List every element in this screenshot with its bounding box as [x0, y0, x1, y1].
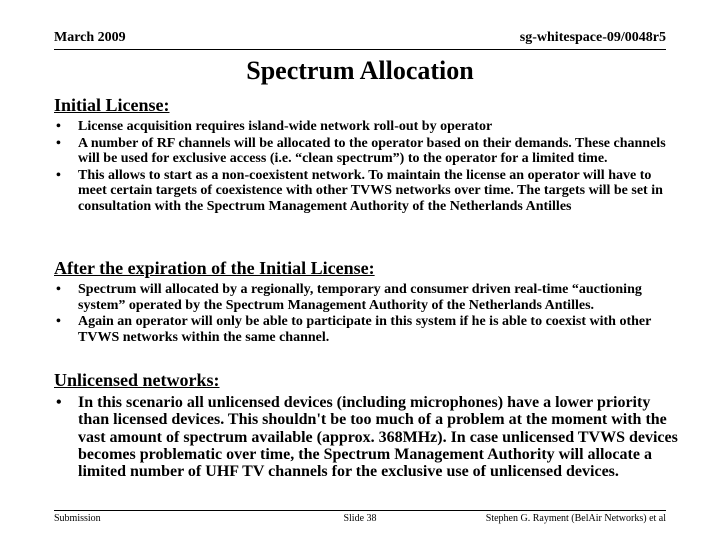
section-initial-license: [54, 95, 680, 215]
section-heading: After the expiration of the Initial License:: [54, 258, 375, 278]
bullet-dot-icon: •: [56, 394, 62, 411]
bullet-item: [54, 394, 680, 480]
section-heading: Initial License:: [54, 95, 170, 115]
header-date: March 2009: [54, 30, 126, 45]
bullet-text: Again an operator will only be able to participate in this system if he is able to coexist with other TVWS networks within the same channel.: [78, 314, 652, 345]
section-unlicensed-networks: [54, 370, 680, 481]
header-rule: [54, 49, 666, 50]
bullet-item: [54, 136, 680, 167]
bullet-text: License acquisition requires island-wide network roll-out by operator: [78, 119, 493, 134]
bullet-item: [54, 168, 680, 215]
bullet-text: A number of RF channels will be allocated to the operator based on their demands. These channels will be used for exclusive access (i.e. “clean spectrum”) to the operator for a limited time.: [78, 135, 666, 166]
bullet-dot-icon: •: [56, 314, 61, 329]
bullet-item: [54, 314, 680, 345]
bullet-item: [54, 282, 680, 313]
bullet-dot-icon: •: [56, 119, 61, 134]
bullet-text: Spectrum will allocated by a regionally, temporary and consumer driven real-time “auctioning system” operated by the Spectrum Management Authority of the Netherlands Antilles.: [78, 282, 642, 313]
bullet-dot-icon: •: [56, 282, 61, 297]
slide-title: Spectrum Allocation: [246, 56, 474, 85]
bullet-text: This allows to start as a non-coexistent network. To maintain the license an operator will have to meet certain targets of coexistence with other TVWS networks over time. The targets will be set in consultation with the Spectrum Management Authority of the Netherlands Antilles: [78, 167, 663, 214]
bullet-item: [54, 119, 680, 135]
footer-rule: [54, 510, 666, 511]
section-heading: Unlicensed networks:: [54, 370, 220, 390]
bullet-text: In this scenario all unlicensed devices (including microphones) have a lower priority than licensed devices. This shouldn't be too much of a problem at the moment with the vast amount of spectrum available (approx. 368MHz). In case unlicensed TVWS devices becomes problematic over time, the Spectrum Management Authority will allocate a limited number of UHF TV channels for the exclusive use of unlicensed devices.: [78, 394, 678, 481]
header-doc-id: sg-whitespace-09/0048r5: [519, 30, 666, 45]
footer-slide-number: Slide 38: [343, 513, 377, 524]
footer-submission: Submission: [54, 513, 101, 524]
footer-author: Stephen G. Rayment (BelAir Networks) et al: [485, 513, 666, 524]
section-after-expiration: [54, 258, 680, 346]
bullet-dot-icon: •: [56, 135, 61, 151]
bullet-dot-icon: •: [56, 167, 61, 183]
